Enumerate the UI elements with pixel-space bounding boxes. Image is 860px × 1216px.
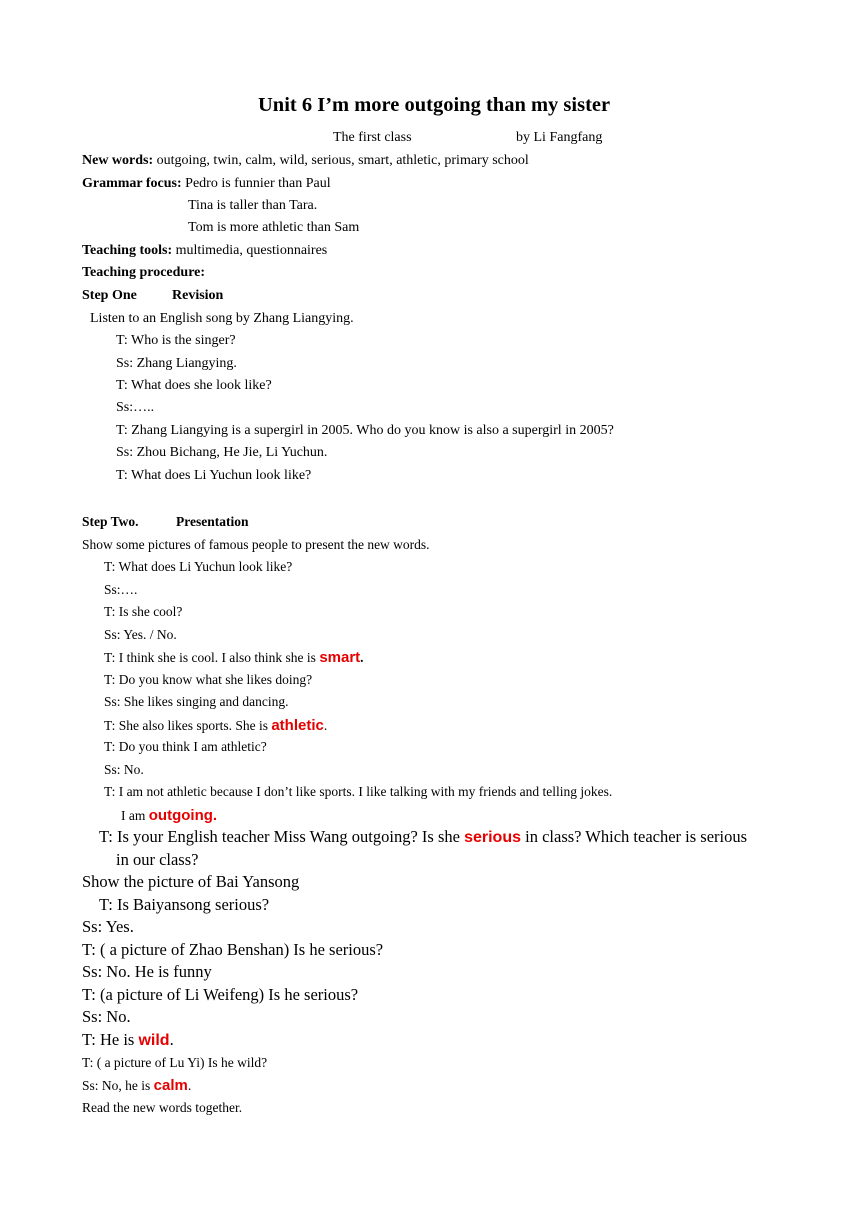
dialogue-line: Ss: Zhang Liangying. [116,356,237,371]
keyword-wild: wild [138,1032,170,1049]
step-two-intro: Show some pictures of famous people to present the new words. [82,537,430,552]
procedure-heading: Teaching procedure: [82,265,206,280]
dialogue-line: T: (a picture of Li Weifeng) Is he serious? [82,985,359,1004]
line-text: T: I think she is cool. I also think she is [104,650,320,665]
dialogue-line: Ss:…. [104,582,138,597]
tools-line [82,244,327,258]
grammar-item: Tina is taller than Tara. [188,198,318,213]
dialogue-line: T: What does Li Yuchun look like? [116,468,312,483]
step-one-label: Step One [82,288,137,303]
dialogue-line: Ss: Yes. / No. [104,627,177,642]
line-text: I am [121,808,149,823]
dialogue-line: T: What does Li Yuchun look like? [104,559,293,574]
instruction-line: Show the picture of Bai Yansong [82,872,300,891]
dialogue-line: T: Is Baiyansong serious? [99,895,270,914]
class-name: The first class [333,130,412,145]
tools-list: multimedia, questionnaires [175,243,328,258]
line-text: . [360,650,364,665]
dialogue-line: Ss: No. He is funny [82,962,212,981]
dialogue-line: Ss: Yes. [82,917,134,936]
line-text: T: Is your English teacher Miss Wang outgoing? Is she [99,827,465,846]
dialogue-line [99,829,747,846]
keyword-serious: serious [464,829,521,846]
step-two-name: Presentation [176,514,249,529]
dialogue-line: Ss: Zhou Bichang, He Jie, Li Yuchun. [116,445,328,460]
dialogue-line [104,650,364,665]
new-words-list: outgoing, twin, calm, wild, serious, smart, athletic, primary school [156,153,529,168]
dialogue-line: Ss: No. [82,1007,131,1026]
line-text: . [187,1078,192,1093]
line-text: in class? Which teacher is serious [521,827,748,846]
dialogue-line: T: Do you know what she likes doing? [104,672,313,687]
dialogue-line: T: Do you think I am athletic? [104,739,267,754]
new-words-line [82,154,529,168]
line-text: . [169,1030,174,1049]
keyword-calm: calm [153,1077,188,1094]
dialogue-line: T: Who is the singer? [116,333,236,348]
dialogue-line: in our class? [116,850,199,869]
dialogue-line: T: I am not athletic because I don’t like sports. I like talking with my friends and telling jokes. [104,784,613,799]
dialogue-line [121,808,217,823]
line-text: . [323,718,328,733]
dialogue-line [104,718,327,733]
grammar-label: Grammar focus: [82,176,182,191]
dialogue-line [82,1032,174,1049]
dialogue-line: T: What does she look like? [116,378,272,393]
grammar-line [82,177,331,191]
grammar-item: Pedro is funnier than Paul [185,176,331,191]
grammar-item: Tom is more athletic than Sam [188,220,360,235]
dialogue-line: T: Zhang Liangying is a supergirl in 2005. Who do you know is also a supergirl in 2005? [116,423,614,438]
keyword-smart: smart [319,649,361,666]
dialogue-line: Ss: No. [104,762,144,777]
tools-label: Teaching tools: [82,243,173,258]
new-words-label: New words: [82,153,154,168]
step-two-label: Step Two. [82,514,139,529]
author: by Li Fangfang [516,130,603,145]
instruction-line: Read the new words together. [82,1100,243,1115]
line-text: T: She also likes sports. She is [104,718,272,733]
step-one-intro: Listen to an English song by Zhang Liangying. [90,311,354,326]
dialogue-line: T: Is she cool? [104,604,183,619]
step-one-name: Revision [172,288,224,303]
keyword-athletic: athletic [271,717,324,734]
document-title: Unit 6 I’m more outgoing than my sister [258,94,611,116]
line-text: T: He is [82,1030,139,1049]
keyword-outgoing: outgoing. [148,807,218,824]
dialogue-line: T: ( a picture of Lu Yi) Is he wild? [82,1055,268,1070]
dialogue-line: Ss: She likes singing and dancing. [104,694,289,709]
dialogue-line: T: ( a picture of Zhao Benshan) Is he serious? [82,940,384,959]
line-text: Ss: No, he is [82,1078,154,1093]
dialogue-line [82,1078,191,1093]
dialogue-line: Ss:….. [116,400,155,415]
